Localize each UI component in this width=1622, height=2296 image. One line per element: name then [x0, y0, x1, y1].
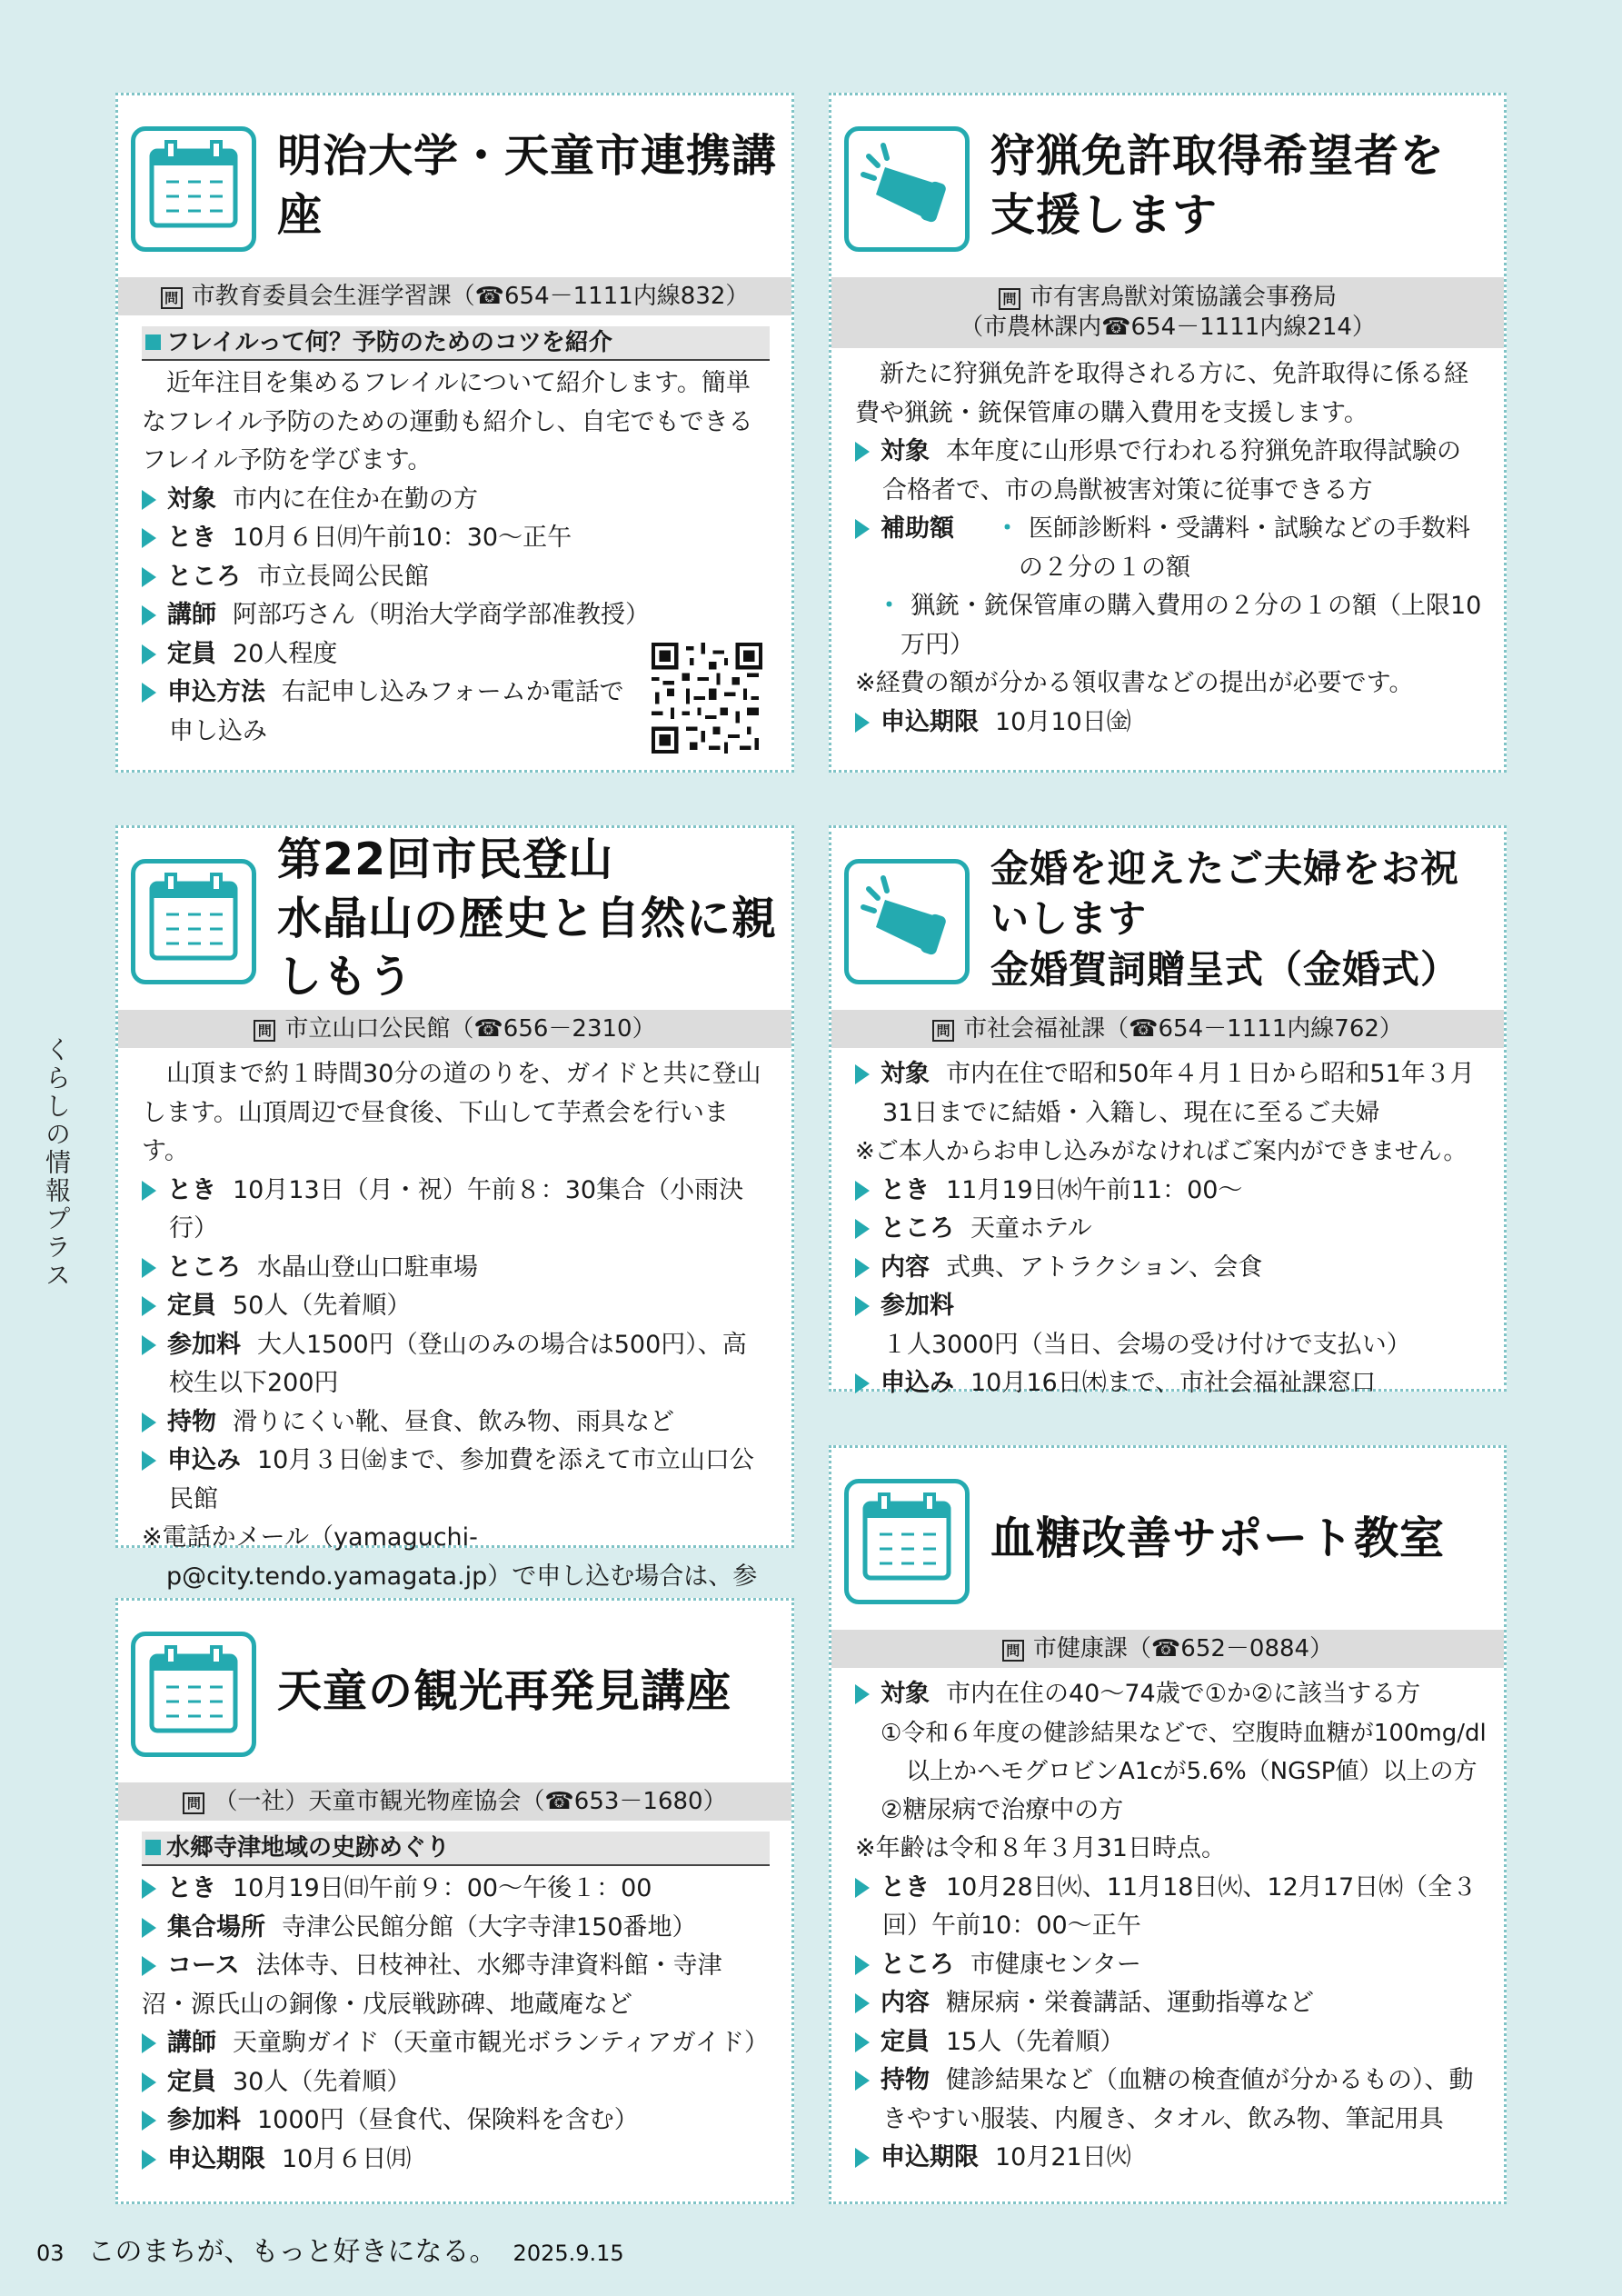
info-item: 対象 市内に在住か在勤の方: [142, 481, 770, 520]
contact-bar: 問 市社会福祉課（☎654－1111内線762）: [831, 1010, 1504, 1048]
triangle-bullet-icon: [142, 1918, 156, 1938]
card-title: 第22回市民登山 水晶山の歴史と自然に親しもう: [277, 833, 778, 1003]
info-item: ところ 市健康センター: [855, 1946, 1489, 1985]
inquiry-icon: 問: [999, 288, 1020, 310]
inquiry-icon: 問: [254, 1020, 275, 1042]
triangle-bullet-icon: [855, 713, 870, 733]
info-item: とき 10月28日㈫、11月18日㈫、12月17日㈬（全３回）午前10：00～正午: [855, 1869, 1489, 1946]
triangle-bullet-icon: [142, 1335, 156, 1355]
info-item: 対象 市内在住の40～74歳で①か②に該当する方: [855, 1675, 1489, 1714]
contact-bar: 問 市教育委員会生涯学習課（☎654－1111内線832）: [118, 277, 791, 315]
note-text: ※経費の額が分かる領収書などの提出が必要です。: [855, 669, 1414, 697]
card-body: [831, 348, 1504, 751]
info-item: 申込期限 10月10日㈮: [855, 704, 1482, 743]
triangle-bullet-icon: [142, 605, 156, 625]
info-item: 定員 20人程度: [142, 635, 770, 674]
info-item: 申込み 10月３日㈮まで、参加費を添えて市立山口公民館: [142, 1442, 770, 1519]
card-mountain-hiking: [115, 825, 794, 1591]
info-item: 参加料 1000円（昼食代、保険料を含む）: [142, 2101, 770, 2141]
info-item: 申込期限 10月６日㈪: [142, 2141, 770, 2180]
intro-text: 山頂まで約１時間30分の道のりを、ガイドと共に登山します。山頂周辺で昼食後、下山して芋煮会を行います。: [142, 1060, 761, 1165]
card-header: [831, 1448, 1504, 1630]
triangle-bullet-icon: [855, 1064, 870, 1084]
info-item: 定員 15人（先着順）: [855, 2023, 1489, 2062]
triangle-bullet-icon: [142, 2111, 156, 2131]
card-header: [118, 95, 791, 277]
card-header: [118, 828, 791, 1010]
triangle-bullet-icon: [142, 2072, 156, 2092]
info-item: 持物 健診結果など（血糖の検査値が分かるもの）、動きやすい服装、内履き、タオル、飲み物、筆記用具: [855, 2061, 1489, 2139]
info-item: とき 10月19日㈰午前９：00～午後１：00: [142, 1870, 770, 1909]
info-item: 参加料１人3000円（当日、会場の受け付けで支払い）: [855, 1287, 1491, 1364]
triangle-bullet-icon: [855, 1373, 870, 1393]
contact-bar: 問 市立山口公民館（☎656－2310）: [118, 1010, 791, 1048]
intro-text: 新たに狩猟免許を取得される方に、免許取得に係る経費や猟銃・銃保管庫の購入費用を支援します。: [855, 360, 1468, 427]
info-item: 内容 式典、アトラクション、会食: [855, 1249, 1491, 1288]
info-item: 対象 市内在住で昭和50年４月１日から昭和51年３月31日までに結婚・入籍し、現在に至るご夫婦: [855, 1055, 1491, 1133]
triangle-bullet-icon: [855, 1258, 870, 1278]
info-item: ところ 水晶山登山口駐車場: [142, 1249, 770, 1288]
info-item: 申込み 10月16日㈭まで、市社会福祉課窓口: [855, 1364, 1491, 1403]
qr-code[interactable]: [652, 643, 762, 754]
triangle-bullet-icon: [142, 1296, 156, 1316]
note-text: ※ご本人からお申し込みがなければご案内ができません。: [855, 1138, 1468, 1165]
triangle-bullet-icon: [855, 2032, 870, 2052]
triangle-bullet-icon: [855, 1955, 870, 1975]
card-body: [118, 1048, 791, 1644]
subsidy-bullet: ・ 猟銃・銃保管庫の購入費用の２分の１の額（上限10万円）: [877, 592, 1482, 659]
info-item: 講師 阿部巧さん（明治大学商学部准教授）: [142, 596, 770, 635]
contact-bar: 問 （一社）天童市観光物産協会（☎653－1680）: [118, 1782, 791, 1821]
info-item: コース 法体寺、日枝神社、水郷寺津資料館・寺津沼・源氏山の銅像・戊辰戦跡碑、地蔵庵など: [142, 1952, 722, 2019]
note-text: ※年齢は令和８年３月31日時点。: [855, 1834, 1226, 1862]
contact-bar: 問 市健康課（☎652－0884）: [831, 1630, 1504, 1668]
info-item: 集合場所 寺津公民館分館（大字寺津150番地）: [142, 1909, 770, 1948]
footer-slogan: このまちが、もっと好きになる。: [87, 2236, 497, 2268]
subheading: 水郷寺津地域の史跡めぐり: [142, 1832, 770, 1866]
triangle-bullet-icon: [142, 1258, 156, 1278]
intro-text: 近年注目を集めるフレイルについて紹介します。簡単なフレイル予防のための運動も紹介し、自宅でもできるフレイル予防を学びます。: [142, 369, 753, 474]
info-item: とき 10月６日㈪午前10：30～正午: [142, 519, 770, 558]
calendar-icon: [131, 859, 256, 984]
megaphone-icon: [844, 126, 970, 252]
info-item: 申込期限 10月21日㈫: [855, 2139, 1489, 2178]
triangle-bullet-icon: [855, 1296, 870, 1316]
triangle-bullet-icon: [142, 490, 156, 510]
condition-text: ①令和６年度の健診結果などで、空腹時血糖が100mg/dl以上かヘモグロビンA1cが5.6%（NGSP値）以上の方: [881, 1719, 1487, 1785]
triangle-bullet-icon: [855, 519, 870, 539]
info-item: ところ 市立長岡公民館: [142, 558, 770, 597]
megaphone-icon: [844, 859, 970, 984]
card-title: 血糖改善サポート教室: [990, 1512, 1446, 1564]
info-item: とき 10月13日（月・祝）午前８：30集合（小雨決行）: [142, 1172, 770, 1249]
subheading: フレイルって何？予防のためのコツを紹介: [142, 326, 770, 361]
calendar-icon: [131, 126, 256, 252]
card-header: [831, 828, 1504, 1010]
triangle-bullet-icon: [142, 2150, 156, 2170]
info-item: とき 11月19日㈬午前11：00～: [855, 1172, 1491, 1211]
contact-bar: 問 市有害鳥獣対策協議会事務局 （市農林課内☎654－1111内線214）: [831, 277, 1504, 348]
section-side-label: くらしの情報プラス: [42, 1036, 72, 1290]
triangle-bullet-icon: [142, 528, 156, 548]
inquiry-icon: 問: [183, 1792, 204, 1814]
info-item: 内容 糖尿病・栄養講話、運動指導など: [855, 1984, 1489, 2023]
issue-date: 2025.9.15: [512, 2241, 624, 2266]
calendar-icon: [131, 1632, 256, 1757]
info-item: ところ 天童ホテル: [855, 1210, 1491, 1249]
condition-text: ②糖尿病で治療中の方: [881, 1795, 1124, 1824]
triangle-bullet-icon: [855, 1219, 870, 1239]
subsidy-bullet: ・ 医師診断料・受講料・試験などの手数料の２分の１の額: [995, 514, 1470, 582]
info-item: 定員 30人（先着順）: [142, 2063, 770, 2102]
card-header: [118, 1601, 791, 1782]
triangle-bullet-icon: [142, 683, 156, 703]
triangle-bullet-icon: [142, 567, 156, 587]
card-title: 明治大学・天童市連携講座: [277, 130, 778, 241]
square-bullet-icon: [145, 1840, 161, 1855]
inquiry-icon: 問: [161, 287, 183, 309]
card-title: 狩猟免許取得希望者を 支援します: [990, 130, 1446, 241]
triangle-bullet-icon: [142, 2033, 156, 2053]
calendar-icon: [844, 1479, 970, 1604]
triangle-bullet-icon: [142, 1413, 156, 1433]
info-item: 補助額: [855, 510, 1482, 549]
card-body: [831, 1048, 1504, 1413]
triangle-bullet-icon: [855, 2071, 870, 2091]
triangle-bullet-icon: [142, 1879, 156, 1899]
triangle-bullet-icon: [855, 1878, 870, 1898]
triangle-bullet-icon: [855, 1684, 870, 1704]
info-item: 持物 滑りにくい靴、昼食、飲み物、雨具など: [142, 1403, 770, 1442]
card-meiji-lecture: [115, 93, 794, 773]
info-item: 定員 50人（先着順）: [142, 1287, 770, 1326]
card-tourism-lecture: [115, 1598, 794, 2204]
triangle-bullet-icon: [142, 644, 156, 664]
triangle-bullet-icon: [142, 1181, 156, 1201]
card-golden-wedding: [829, 825, 1507, 1397]
triangle-bullet-icon: [142, 1451, 156, 1471]
note-text: ※電話かメール（yamaguchi-p@city.tendo.yamagata.jp）で申し込む場合は、参: [142, 1523, 758, 1591]
card-body: [831, 1668, 1504, 2187]
card-hunting-license: [829, 93, 1507, 773]
card-body: [118, 1821, 791, 2188]
square-bullet-icon: [145, 334, 161, 350]
triangle-bullet-icon: [855, 1181, 870, 1201]
page-number: 03: [36, 2241, 65, 2266]
triangle-bullet-icon: [855, 1993, 870, 2013]
card-title: 金婚を迎えたご夫婦をお祝いします 金婚賀詞贈呈式（金婚式）: [990, 845, 1460, 992]
info-item: 対象 本年度に山形県で行われる狩猟免許取得試験の合格者で、市の鳥獣被害対策に従事できる方: [855, 433, 1482, 510]
info-item: 参加料 大人1500円（登山のみの場合は500円）、高校生以下200円: [142, 1326, 770, 1403]
card-blood-sugar-class: [829, 1445, 1507, 2204]
info-item: 申込方法 右記申し込みフォームか電話で申し込み: [142, 674, 770, 751]
card-title: 天童の観光再発見講座: [277, 1664, 732, 1717]
inquiry-icon: 問: [1002, 1640, 1024, 1662]
triangle-bullet-icon: [855, 2148, 870, 2168]
triangle-bullet-icon: [855, 442, 870, 462]
info-item: 講師 天童駒ガイド（天童市観光ボランティアガイド）: [142, 2024, 770, 2063]
card-header: [831, 95, 1504, 277]
triangle-bullet-icon: [142, 1956, 156, 1976]
inquiry-icon: 問: [932, 1020, 954, 1042]
page-footer: [36, 2229, 624, 2269]
